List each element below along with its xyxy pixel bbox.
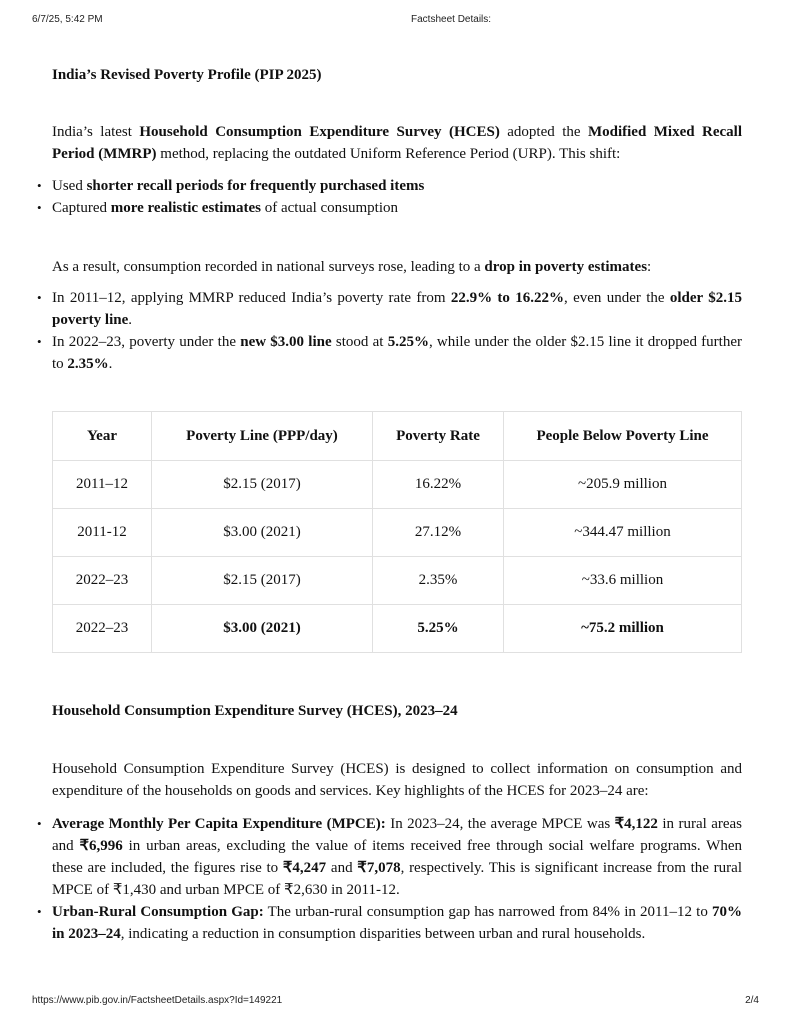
list-item: • In 2022–23, poverty under the new $3.00 line stood at 5.25%, while under the older $2.15 line it dropped further to 2.35%. (52, 331, 742, 375)
column-header-poverty-rate: Poverty Rate (373, 412, 504, 461)
table-cell: ~205.9 million (504, 461, 742, 509)
section-heading-hces: Household Consumption Expenditure Survey (HCES), 2023–24 (52, 703, 458, 719)
table-cell: $2.15 (2017) (152, 557, 373, 605)
print-datetime: 6/7/25, 5:42 PM (32, 14, 103, 25)
table-cell: 2022–23 (53, 605, 152, 653)
column-header-year: Year (53, 412, 152, 461)
section-heading-poverty-profile: India’s Revised Poverty Profile (PIP 2025) (52, 67, 322, 83)
table-cell: ~344.47 million (504, 509, 742, 557)
table-cell: 2022–23 (53, 557, 152, 605)
print-page-number: 2/4 (745, 995, 759, 1006)
list-item: • Captured more realistic estimates of actual consumption (52, 197, 742, 219)
list-item: • Average Monthly Per Capita Expenditure (MPCE): In 2023–24, the average MPCE was ₹4,122 in rural areas and ₹6,996 in urban areas, excluding the value of items received free through social welfare programs. When these are included, the figures rise to ₹4,247 and ₹7,078, respectively. This is significant increase from the rural MPCE of ₹1,430 and urban MPCE of ₹2,630 in 2011-12. (52, 813, 742, 901)
print-url: https://www.pib.gov.in/FactsheetDetails.aspx?Id=149221 (32, 995, 283, 1006)
list-item: • Used shorter recall periods for frequently purchased items (52, 175, 742, 197)
table-cell: 16.22% (373, 461, 504, 509)
poverty-table (52, 411, 742, 653)
table-cell: 5.25% (373, 605, 504, 653)
shift-bullet-list (52, 175, 742, 219)
column-header-people-below: People Below Poverty Line (504, 412, 742, 461)
table-cell: $2.15 (2017) (152, 461, 373, 509)
list-item: • Urban-Rural Consumption Gap: The urban-rural consumption gap has narrowed from 84% in 2011–12 to 70% in 2023–24, indicating a reduction in consumption disparities between urban and rural households. (52, 901, 742, 945)
column-header-poverty-line: Poverty Line (PPP/day) (152, 412, 373, 461)
print-page-title: Factsheet Details: (411, 14, 492, 25)
table-row (53, 557, 742, 605)
paragraph-hces-intro: India’s latest Household Consumption Expenditure Survey (HCES) adopted the Modified Mixed Recall Period (MMRP) method, replacing the outdated Uniform Reference Period (URP). This shift: (52, 124, 743, 162)
table-cell: 2.35% (373, 557, 504, 605)
result-bullet-list (52, 287, 742, 375)
table-row (53, 461, 742, 509)
table-header-row (53, 412, 742, 461)
list-item: • In 2011–12, applying MMRP reduced India’s poverty rate from 22.9% to 16.22%, even under the older $2.15 poverty line. (52, 287, 742, 331)
table-cell: 27.12% (373, 509, 504, 557)
table-cell: $3.00 (2021) (152, 509, 373, 557)
table-row (53, 605, 742, 653)
table-cell: ~75.2 million (504, 605, 742, 653)
table-cell: ~33.6 million (504, 557, 742, 605)
table-row (53, 509, 742, 557)
table-cell: 2011–12 (53, 461, 152, 509)
paragraph-hces-description: Household Consumption Expenditure Survey (HCES) is designed to collect information on consumption and expenditure of the households on goods and services. Key highlights of the HCES for 2023–24 are: (52, 761, 742, 799)
paragraph-result: As a result, consumption recorded in national surveys rose, leading to a drop in poverty estimates: (52, 259, 652, 275)
table-cell: $3.00 (2021) (152, 605, 373, 653)
table-cell: 2011-12 (53, 509, 152, 557)
hces-highlights-list (52, 813, 742, 945)
